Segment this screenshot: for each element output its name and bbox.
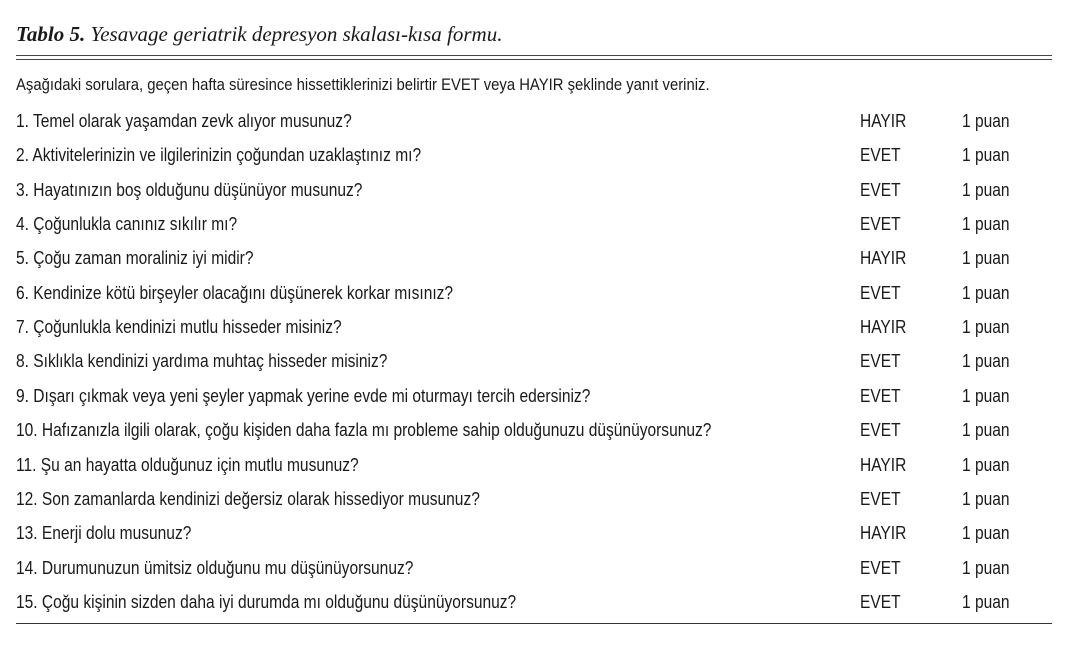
points-value: 1 puan xyxy=(962,281,1010,303)
table-row xyxy=(0,419,1073,453)
points-value: 1 puan xyxy=(962,350,1010,372)
points-value: 1 puan xyxy=(962,178,1010,200)
table-row xyxy=(0,110,1073,144)
points-value: 1 puan xyxy=(962,590,1010,612)
points-value: 1 puan xyxy=(962,144,1010,166)
points-value: 1 puan xyxy=(962,247,1010,269)
question-text: 12. Son zamanlarda kendinizi değersiz olarak hissediyor musunuz? xyxy=(16,487,480,509)
table-title: Yesavage geriatrik depresyon skalası-kısa formu. xyxy=(90,22,503,46)
table-row xyxy=(0,522,1073,556)
table-row xyxy=(0,591,1073,625)
points-value: 1 puan xyxy=(962,316,1010,338)
question-text: 13. Enerji dolu musunuz? xyxy=(16,522,192,544)
question-text: 5. Çoğu zaman moraliniz iyi midir? xyxy=(16,247,254,269)
question-text: 11. Şu an hayatta olduğunuz için mutlu musunuz? xyxy=(16,453,359,475)
answer-value: EVET xyxy=(860,144,901,166)
answer-value: EVET xyxy=(860,281,901,303)
question-text: 3. Hayatınızın boş olduğunu düşünüyor musunuz? xyxy=(16,178,363,200)
answer-value: EVET xyxy=(860,556,901,578)
answer-value: EVET xyxy=(860,384,901,406)
answer-value: HAYIR xyxy=(860,316,907,338)
table-row xyxy=(0,454,1073,488)
table-row xyxy=(0,282,1073,316)
answer-value: EVET xyxy=(860,213,901,235)
question-text: 8. Sıklıkla kendinizi yardıma muhtaç hisseder misiniz? xyxy=(16,350,388,372)
answer-value: EVET xyxy=(860,350,901,372)
table-row xyxy=(0,488,1073,522)
answer-value: HAYIR xyxy=(860,522,907,544)
question-text: 10. Hafızanızla ilgili olarak, çoğu kişiden daha fazla mı probleme sahip olduğunuzu düşünüyorsunuz? xyxy=(16,419,712,441)
question-text: 4. Çoğunlukla canınız sıkılır mı? xyxy=(16,213,238,235)
answer-value: HAYIR xyxy=(860,110,907,131)
table-label: Tablo 5. xyxy=(16,22,86,46)
table-row xyxy=(0,179,1073,213)
table-row xyxy=(0,350,1073,384)
answer-value: EVET xyxy=(860,419,901,441)
table-row xyxy=(0,385,1073,419)
answer-value: EVET xyxy=(860,178,901,200)
points-value: 1 puan xyxy=(962,556,1010,578)
table-row xyxy=(0,247,1073,281)
answer-value: HAYIR xyxy=(860,453,907,475)
table-row xyxy=(0,213,1073,247)
answer-value: HAYIR xyxy=(860,247,907,269)
points-value: 1 puan xyxy=(962,384,1010,406)
table-row xyxy=(0,557,1073,591)
answer-value: EVET xyxy=(860,590,901,612)
points-value: 1 puan xyxy=(962,453,1010,475)
points-value: 1 puan xyxy=(962,487,1010,509)
question-text: 6. Kendinize kötü birşeyler olacağını düşünerek korkar mısınız? xyxy=(16,281,454,303)
table-row xyxy=(0,316,1073,350)
instruction-text: Aşağıdaki sorulara, geçen hafta süresince hissettiklerinizi belirtir EVET veya HAYIR şeklinde yanıt veriniz. xyxy=(16,76,710,94)
question-text: 14. Durumunuzun ümitsiz olduğunu mu düşünüyorsunuz? xyxy=(16,556,414,578)
question-text: 7. Çoğunlukla kendinizi mutlu hisseder misiniz? xyxy=(16,316,342,338)
question-text: 1. Temel olarak yaşamdan zevk alıyor musunuz? xyxy=(16,110,352,131)
points-value: 1 puan xyxy=(962,110,1010,131)
question-text: 15. Çoğu kişinin sizden daha iyi durumda mı olduğunu düşünüyorsunuz? xyxy=(16,590,517,612)
question-text: 9. Dışarı çıkmak veya yeni şeyler yapmak yerine evde mi oturmayı tercih edersiniz? xyxy=(16,384,591,406)
points-value: 1 puan xyxy=(962,213,1010,235)
table-caption xyxy=(16,22,502,47)
caption-divider xyxy=(16,55,1052,60)
table-bottom-rule xyxy=(16,623,1052,624)
question-text: 2. Aktivitelerinizin ve ilgilerinizin çoğundan uzaklaştınız mı? xyxy=(16,144,422,166)
answer-value: EVET xyxy=(860,487,901,509)
points-value: 1 puan xyxy=(962,522,1010,544)
points-value: 1 puan xyxy=(962,419,1010,441)
table-row xyxy=(0,144,1073,178)
